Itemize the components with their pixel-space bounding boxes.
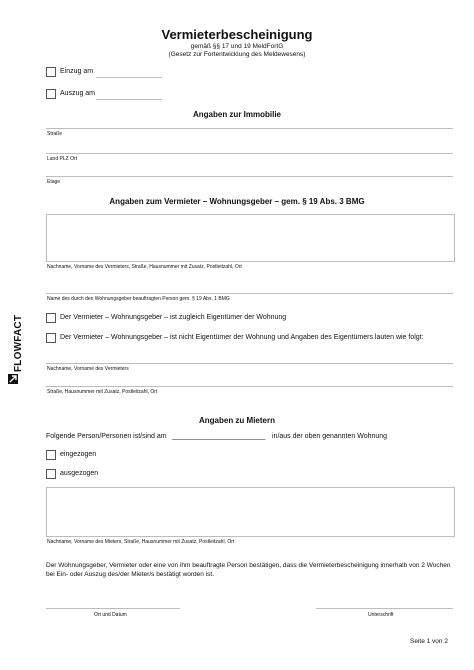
auszug-checkbox[interactable] bbox=[46, 89, 56, 99]
einzug-checkbox[interactable] bbox=[46, 67, 56, 77]
land-plz-ort-field[interactable] bbox=[46, 153, 453, 154]
ort-datum-field[interactable] bbox=[46, 608, 180, 609]
eigentuemer-label: Der Vermieter – Wohnungsgeber – ist zugleich Eigentümer der Wohnung bbox=[60, 314, 287, 321]
eigentuemer-address-field[interactable] bbox=[46, 386, 453, 387]
brand-arrow-icon bbox=[8, 374, 18, 384]
vermieter-textbox[interactable] bbox=[46, 214, 455, 262]
beauftragte-person-label: Name des durch den Wohnungsgeber beauftragten Person gem. § 19 Abs. 1 BMG bbox=[47, 296, 230, 302]
eingezogen-checkbox[interactable] bbox=[46, 450, 56, 460]
mieter-sentence-start: Folgende Person/Personen ist/sind am bbox=[46, 433, 167, 440]
eigentuemer-address-label: Straße, Hausnummer mit Zusatz, Postleitzahl, Ort bbox=[47, 389, 158, 395]
strasse-label: Straße bbox=[47, 131, 63, 137]
eigentuemer-name-field[interactable] bbox=[46, 363, 453, 364]
einzug-label: Einzug am bbox=[60, 68, 94, 75]
section-heading-mieter: Angaben zu Mietern bbox=[198, 416, 275, 425]
section-heading-immobilie: Angaben zur Immobilie bbox=[192, 110, 281, 119]
mieter-date-blank[interactable]: ________________________ bbox=[172, 433, 266, 440]
mieter-textbox[interactable] bbox=[46, 487, 455, 537]
land-plz-ort-label: Land PLZ Ort bbox=[47, 156, 78, 162]
etage-field[interactable] bbox=[46, 176, 453, 177]
vermieter-box-caption: Nachname, Vorname des Vermieters, Straße, Hausnummer mit Zusatz, Postleitzahl, Ort bbox=[47, 264, 242, 270]
beauftragte-person-field[interactable] bbox=[46, 293, 453, 294]
eigentuemer-name-label: Nachname, Vorname des Vermieters bbox=[47, 366, 129, 372]
auszug-label: Auszug am bbox=[60, 90, 96, 97]
nicht-eigentuemer-label: Der Vermieter – Wohnungsgeber – ist nicht Eigentümer der Wohnung und Angaben des Eigentümers lauten wie folgt: bbox=[60, 334, 424, 341]
mieter-sentence-end: in/aus der oben genannten Wohnung bbox=[272, 433, 388, 440]
brand-logo bbox=[6, 302, 24, 372]
ausgezogen-label: ausgezogen bbox=[60, 470, 99, 477]
mieter-box-caption: Nachname, Vorname des Mieters, Straße, Hausnummer mit Zusatz, Postleitzahl, Ort bbox=[47, 539, 235, 545]
ausgezogen-checkbox[interactable] bbox=[46, 469, 56, 479]
brand-name: FLOWFACT bbox=[13, 314, 24, 372]
eigentuemer-checkbox[interactable] bbox=[46, 313, 56, 323]
page-title: Vermieterbescheinigung bbox=[161, 27, 313, 42]
legal-basis-explanation: (Gesetz zur Fortentwicklung des Meldewesens) bbox=[168, 51, 306, 58]
einzug-date-field[interactable] bbox=[96, 77, 162, 78]
ort-datum-label: Ort und Datum bbox=[94, 612, 127, 618]
eingezogen-label: eingezogen bbox=[60, 451, 97, 458]
nicht-eigentuemer-checkbox[interactable] bbox=[46, 333, 56, 343]
legal-basis: gemäß §§ 17 und 19 MeldFortG bbox=[190, 43, 284, 50]
etage-label: Etage bbox=[47, 179, 61, 185]
unterschrift-field[interactable] bbox=[316, 608, 453, 609]
section-heading-vermieter: Angaben zum Vermieter – Wohnungsgeber – gem. § 19 Abs. 3 BMG bbox=[109, 197, 365, 206]
unterschrift-label: Unterschrift bbox=[368, 612, 394, 618]
page-number: Seite 1 von 2 bbox=[410, 638, 448, 645]
auszug-date-field[interactable] bbox=[96, 99, 162, 100]
strasse-field[interactable] bbox=[46, 128, 453, 129]
confirmation-text: Der Wohnungsgeber, Vermieter oder eine von ihm beauftragte Person bestätigen, dass die Vermieterbescheinigung innerhalb von 2 Wochen bei Ein- oder Auszug des/der Mieter/s bestätigt worden ist. bbox=[46, 562, 451, 578]
